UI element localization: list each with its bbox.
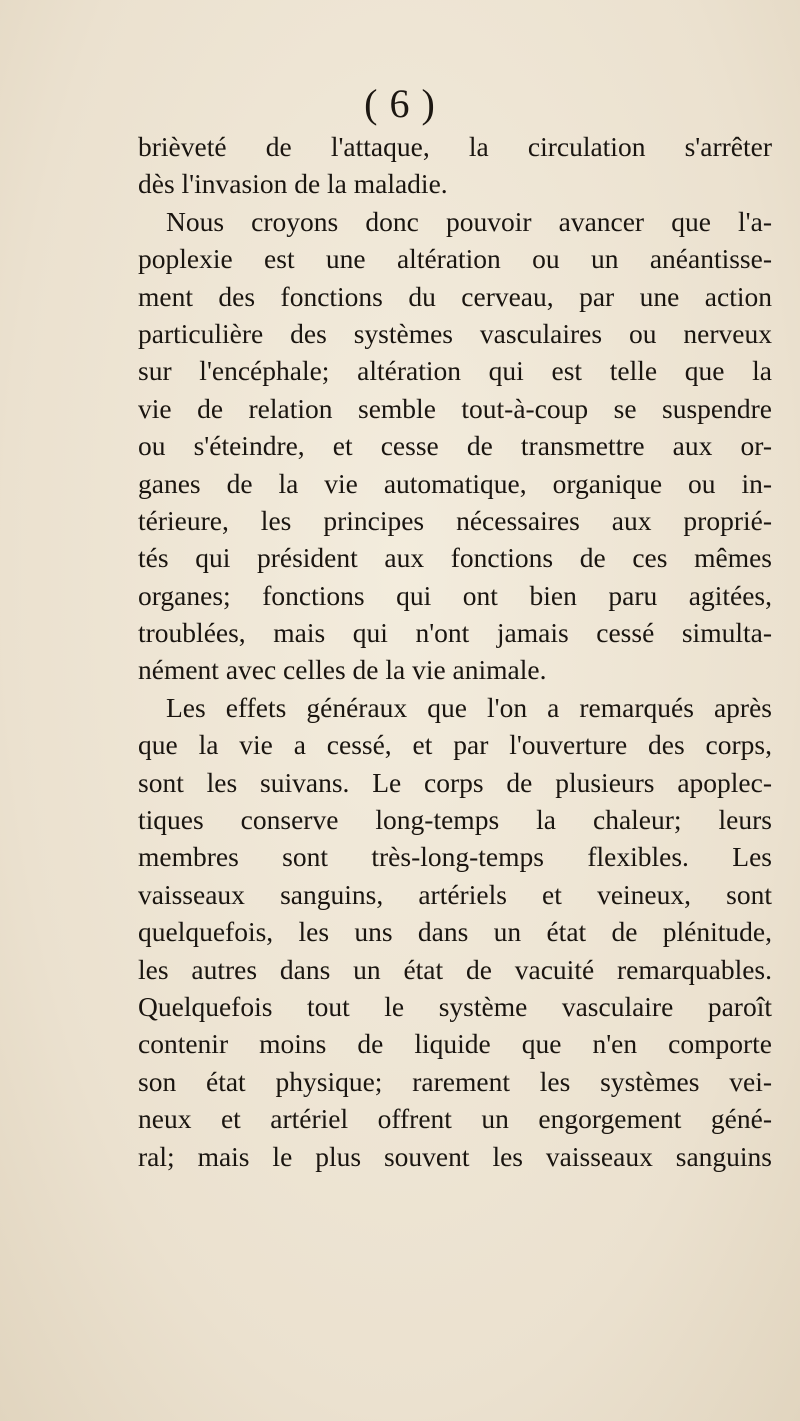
text-line: ment des fonctions du cerveau, par une action xyxy=(138,280,772,312)
text-line: tés qui président aux fonctions de ces mêmes xyxy=(138,542,772,574)
text-line: particulière des systèmes vasculaires ou nerveux xyxy=(138,317,772,349)
body-text xyxy=(138,128,772,1175)
text-line: ganes de la vie automatique, organique ou in- xyxy=(138,467,772,499)
text-line: son état physique; rarement les systèmes vei- xyxy=(138,1065,772,1097)
text-line: Quelquefois tout le système vasculaire paroît xyxy=(138,990,772,1022)
text-line: térieure, les principes nécessaires aux proprié- xyxy=(138,504,772,536)
text-line: troublées, mais qui n'ont jamais cessé simulta- xyxy=(138,617,772,649)
text-line: tiques conserve long-temps la chaleur; leurs xyxy=(138,804,772,836)
text-line: quelquefois, les uns dans un état de plénitude, xyxy=(138,916,772,948)
text-line: ral; mais le plus souvent les vaisseaux sanguins xyxy=(138,1140,772,1172)
text-line: vaisseaux sanguins, artériels et veineux, sont xyxy=(138,878,772,910)
text-line: dès l'invasion de la maladie. xyxy=(138,168,448,200)
text-line: que la vie a cessé, et par l'ouverture des corps, xyxy=(138,729,772,761)
text-line: poplexie est une altération ou un anéantisse- xyxy=(138,243,772,275)
page-number: ( 6 ) xyxy=(364,81,436,126)
text-line: sur l'encéphale; altération qui est telle que la xyxy=(138,355,772,387)
text-line: ou s'éteindre, et cesse de transmettre aux or- xyxy=(138,430,772,462)
text-line: les autres dans un état de vacuité remarquables. xyxy=(138,953,772,985)
text-line: vie de relation semble tout-à-coup se suspendre xyxy=(138,392,772,424)
text-line: brièveté de l'attaque, la circulation s'arrêter xyxy=(138,131,772,162)
text-line: neux et artériel offrent un engorgement géné- xyxy=(138,1103,772,1135)
text-line: contenir moins de liquide que n'en comporte xyxy=(138,1028,772,1060)
text-line: Nous croyons donc pouvoir avancer que l'a- xyxy=(166,205,772,237)
text-line: nément avec celles de la vie animale. xyxy=(138,654,547,686)
text-line: sont les suivans. Le corps de plusieurs apoplec- xyxy=(138,766,772,798)
text-line: organes; fonctions qui ont bien paru agitées, xyxy=(138,579,772,611)
text-line: Les effets généraux que l'on a remarqués après xyxy=(166,691,772,723)
text-line: membres sont très-long-temps flexibles. Les xyxy=(138,841,772,873)
